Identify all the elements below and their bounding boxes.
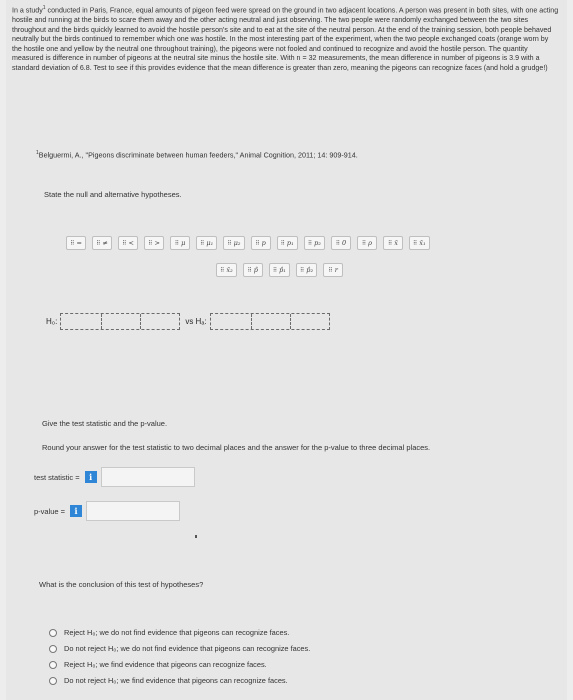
h0-label: H₀:	[46, 317, 58, 326]
symbol-label: μ₂	[233, 239, 241, 247]
intro-text-start: In a study	[12, 6, 43, 15]
symbol-label: =	[76, 239, 82, 247]
symbol-tile[interactable]	[144, 236, 164, 250]
symbol-tile[interactable]	[196, 236, 217, 250]
symbol-label: r	[334, 266, 338, 274]
symbol-label: p₂	[314, 239, 321, 247]
symbol-tile[interactable]	[269, 263, 290, 277]
question-test-statistic	[42, 419, 167, 428]
info-icon[interactable]: i	[85, 471, 97, 483]
symbol-tile[interactable]	[331, 236, 351, 250]
radio-button[interactable]	[49, 677, 57, 685]
drag-handle-icon: ⠿	[299, 266, 304, 274]
symbol-tile[interactable]	[170, 236, 190, 250]
symbol-label: x̄₂	[226, 266, 233, 274]
radio-button[interactable]	[49, 645, 57, 653]
h0-dropzone[interactable]	[60, 313, 180, 330]
conclusion-option[interactable]	[49, 658, 310, 671]
conclusion-option[interactable]	[49, 642, 310, 655]
symbol-tile[interactable]	[118, 236, 138, 250]
symbol-label: ≠	[102, 239, 108, 247]
symbol-label: p	[261, 239, 266, 247]
drag-handle-icon: ⠿	[96, 239, 100, 247]
hypotheses-row	[46, 313, 330, 330]
symbol-label: ρ	[368, 239, 372, 247]
pvalue-row	[34, 501, 180, 521]
radio-button[interactable]	[49, 629, 57, 637]
symbol-label: x̄₁	[419, 239, 426, 247]
question2-text: Give the test statistic and the p-value.	[42, 419, 168, 428]
conclusion-option[interactable]	[49, 674, 310, 687]
symbol-tiles-row-2	[216, 263, 343, 277]
symbol-label: p₁	[286, 239, 294, 247]
option-label: Do not reject H₀; we find evidence that pigeons can recognize faces.	[64, 676, 288, 685]
symbol-tile[interactable]	[304, 236, 325, 250]
problem-intro	[12, 4, 560, 74]
pvalue-input[interactable]	[86, 501, 180, 521]
drag-handle-icon: ⠿	[335, 239, 339, 247]
cursor-dot	[195, 535, 197, 538]
symbol-label: μ₁	[206, 239, 214, 247]
symbol-label: 0	[342, 239, 347, 247]
drag-handle-icon: ⠿	[387, 239, 392, 247]
pvalue-label: p-value =	[34, 506, 66, 516]
intro-text-body: conducted in Paris, France, equal amounts of pigeon feed were spread on the ground in two adjacent locations. A person was present in both sites, with one acting hostile and running at the birds to scare them away and the other acting neutral and just observing. The two people were randomly exchanged between the two sites throughout and the birds quickly learned to avoid the hostile person's site and to eat at the site of the neutral person. At the end of the training session, both people behaved neutrally but the birds continued to remember which one was hostile. In the most interesting part of the experiment, when the two people exchanged coats (orange worn by the hostile one and yellow by the neutral one throughout training), the pigeons were not fooled and continued to recognize and avoid the hostile person. The quantity measured is difference in number of pigeons at the neutral site minus the hostile site. With n = 32 measurements, the mean difference in number of pigeons is 3.9 with a standard deviation of 6.8. Test to see if this provides evidence that the mean difference is greater than zero, meaning the pigeons can recognize faces (and hold a grudge!)	[12, 6, 559, 72]
symbol-tile[interactable]	[409, 236, 430, 250]
drag-handle-icon: ⠿	[280, 239, 284, 247]
drag-handle-icon: ⠿	[307, 239, 312, 247]
footnote-marker: 1	[36, 150, 39, 156]
drag-handle-icon: ⠿	[122, 239, 126, 247]
question-conclusion: What is the conclusion of this test of hypotheses?	[39, 580, 204, 589]
symbol-tile[interactable]	[66, 236, 86, 250]
drag-handle-icon: ⠿	[227, 239, 231, 247]
symbol-tile[interactable]	[277, 236, 298, 250]
drag-handle-icon: ⠿	[328, 266, 332, 274]
ha-label: vs Hₐ:	[185, 317, 207, 326]
symbol-label: >	[154, 239, 160, 247]
drag-handle-icon: ⠿	[70, 239, 74, 247]
drag-handle-icon: ⠿	[200, 239, 204, 247]
symbol-label: x̄	[394, 239, 398, 247]
drag-handle-icon: ⠿	[412, 239, 417, 247]
option-label: Reject H₀; we do not find evidence that pigeons can recognize faces.	[64, 628, 290, 637]
info-icon[interactable]: i	[70, 505, 82, 517]
drag-handle-icon: ⠿	[148, 239, 152, 247]
symbol-tile[interactable]	[323, 263, 343, 277]
drag-handle-icon: ⠿	[361, 239, 366, 247]
rounding-instructions: Round your answer for the test statistic to two decimal places and the answer for the p-value to three decimal places.	[42, 443, 431, 452]
symbol-tile[interactable]	[357, 236, 377, 250]
question-hypotheses: State the null and alternative hypotheses.	[44, 190, 182, 199]
symbol-label: μ	[181, 239, 186, 247]
conclusion-options	[49, 626, 310, 690]
footnote-text: Belguermi, A., "Pigeons discriminate between human feeders," Animal Cognition, 2011; 14: 909-914.	[38, 150, 358, 160]
drag-handle-icon: ⠿	[174, 239, 179, 247]
symbol-tile[interactable]	[92, 236, 112, 250]
option-label: Reject H₀; we find evidence that pigeons can recognize faces.	[64, 660, 267, 669]
symbol-tiles-row-1	[66, 236, 430, 250]
intro-footnote-marker: 1	[42, 5, 46, 11]
symbol-label: <	[128, 239, 134, 247]
radio-button[interactable]	[49, 661, 57, 669]
drag-handle-icon: ⠿	[247, 266, 251, 274]
conclusion-option[interactable]	[49, 626, 310, 639]
homework-page	[6, 0, 567, 700]
symbol-tile[interactable]	[251, 236, 271, 250]
symbol-tile[interactable]	[216, 263, 237, 277]
ha-dropzone[interactable]	[210, 313, 330, 330]
symbol-label: p̂	[253, 266, 258, 274]
drag-handle-icon: ⠿	[220, 266, 224, 274]
symbol-label: p̂₁	[279, 266, 286, 274]
test-statistic-label: test statistic =	[34, 472, 80, 482]
symbol-tile[interactable]	[243, 263, 263, 277]
test-statistic-row	[34, 467, 195, 487]
drag-handle-icon: ⠿	[272, 266, 277, 274]
symbol-label: p̂₂	[306, 266, 314, 274]
footnote	[36, 150, 358, 159]
symbol-tile[interactable]	[296, 263, 317, 277]
symbol-tile[interactable]	[383, 236, 403, 250]
test-statistic-input[interactable]	[101, 467, 195, 487]
drag-handle-icon: ⠿	[255, 239, 259, 247]
option-label: Do not reject H₀; we do not find evidence that pigeons can recognize faces.	[64, 644, 311, 653]
symbol-tile[interactable]	[223, 236, 244, 250]
